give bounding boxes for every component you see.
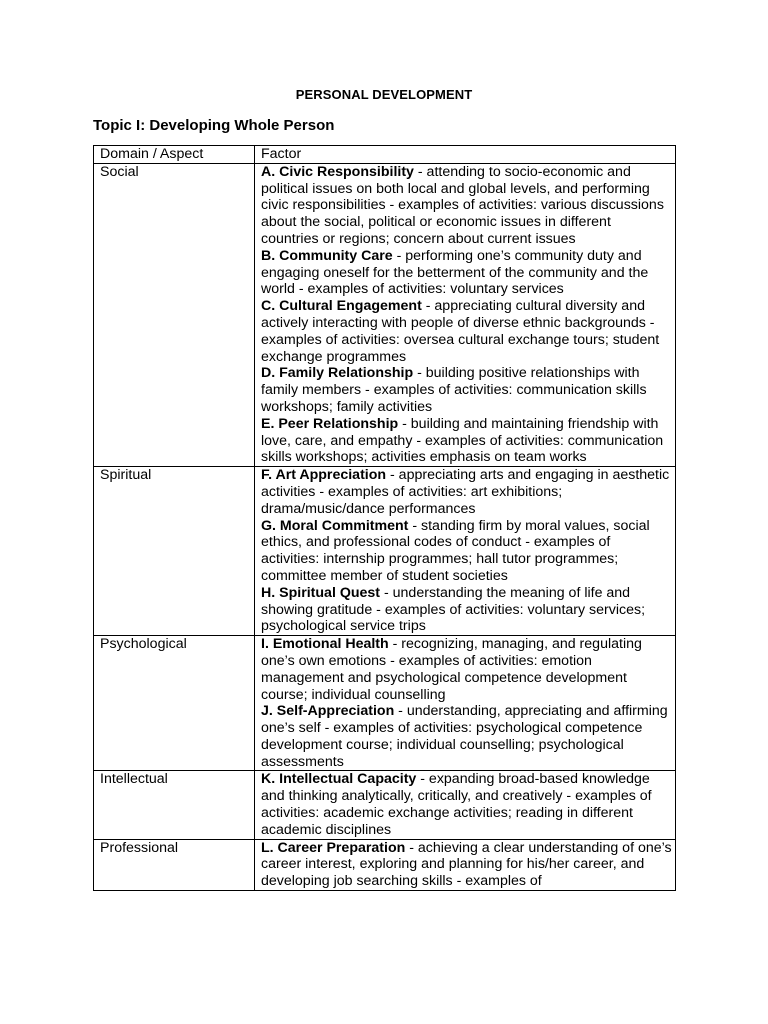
factor-cell (255, 636, 676, 771)
topic-heading: Topic I: Developing Whole Person (93, 117, 335, 134)
factor-description: - expanding broad-based knowledge and thinking analytically, critically, and creatively - examples of activities: academic exchange activities; reading in different academic disciplines (261, 771, 652, 838)
table-row (94, 467, 676, 636)
factor-name: I. Emotional Health (261, 636, 389, 653)
factor-name: K. Intellectual Capacity (261, 771, 417, 788)
table-header-row (94, 146, 676, 164)
factor-name: A. Civic Responsibility (261, 163, 414, 180)
table-row (94, 636, 676, 771)
domain-cell: Psychological (94, 636, 255, 771)
factor-name: E. Peer Relationship (261, 415, 399, 432)
factor-name: G. Moral Commitment (261, 517, 409, 534)
factor-description: - performing one’s community duty and engaging oneself for the betterment of the community and the world - examples of activities: voluntary services (261, 247, 649, 298)
table-row (94, 163, 676, 466)
factor-description: - building positive relationships with family members - examples of activities: communication skills workshops; family activities (261, 365, 647, 415)
development-table (93, 145, 676, 891)
factor-cell (255, 163, 676, 466)
factor-entry (261, 703, 672, 770)
factor-entry (261, 518, 672, 585)
factor-name: J. Self-Appreciation (261, 703, 395, 720)
factor-description: - building and maintaining friendship with love, care, and empathy - examples of activities: communication skills workshops; activities emphasis on team works (261, 415, 664, 466)
factor-name: L. Career Preparation (261, 839, 406, 856)
factor-entry (261, 248, 672, 298)
factor-description: - understanding, appreciating and affirming one’s self - examples of activities: psychological competence development course; individual counselling; psychological assessments (261, 703, 668, 770)
factor-entry (261, 298, 672, 365)
factor-description: - understanding the meaning of life and showing gratitude - examples of activities: voluntary services; psychological service trips (261, 584, 646, 635)
factor-entry (261, 840, 672, 890)
domain-cell: Spiritual (94, 467, 255, 636)
column-header-factor: Factor (255, 146, 676, 164)
factor-cell (255, 467, 676, 636)
factor-description: - achieving a clear understanding of one’s career interest, exploring and planning for his/her career, and developing job searching skills - examples of (261, 839, 672, 890)
column-header-domain: Domain / Aspect (94, 146, 255, 164)
table-row (94, 771, 676, 839)
factor-description: - standing firm by moral values, social ethics, and professional codes of conduct - examples of activities: internship programmes; hall tutor programmes; committee member of student societies (261, 517, 650, 584)
factor-description: - attending to socio-economic and political issues on both local and global levels, and performing civic responsibilities - examples of activities: various discussions about the social, political or economic issues in different countries or regions; concern about current issues (261, 163, 664, 247)
factor-cell (255, 839, 676, 890)
factor-name: C. Cultural Engagement (261, 298, 422, 315)
factor-entry (261, 585, 672, 635)
factor-entry (261, 416, 672, 466)
factor-name: D. Family Relationship (261, 365, 414, 382)
factor-description: - appreciating cultural diversity and actively interacting with people of diverse ethnic backgrounds - examples of activities: oversea cultural exchange tours; student exchange programmes (261, 298, 660, 365)
factor-description: - appreciating arts and engaging in aesthetic activities - examples of activities: art exhibitions; drama/music/dance performances (261, 467, 670, 517)
domain-cell: Social (94, 163, 255, 466)
page-title: PERSONAL DEVELOPMENT (295, 87, 473, 102)
factor-description: - recognizing, managing, and regulating one’s own emotions - examples of activities: emotion management and psychological competence development course; individual counselling (261, 636, 642, 703)
factor-entry (261, 365, 672, 415)
factor-cell (255, 771, 676, 839)
factor-entry (261, 164, 672, 248)
factor-name: B. Community Care (261, 247, 393, 264)
factor-name: F. Art Appreciation (261, 467, 387, 484)
factor-entry (261, 636, 672, 703)
domain-cell: Professional (94, 839, 255, 890)
factor-name: H. Spiritual Quest (261, 584, 381, 601)
domain-cell: Intellectual (94, 771, 255, 839)
factor-entry (261, 467, 672, 517)
factor-entry (261, 771, 672, 838)
table-row (94, 839, 676, 890)
